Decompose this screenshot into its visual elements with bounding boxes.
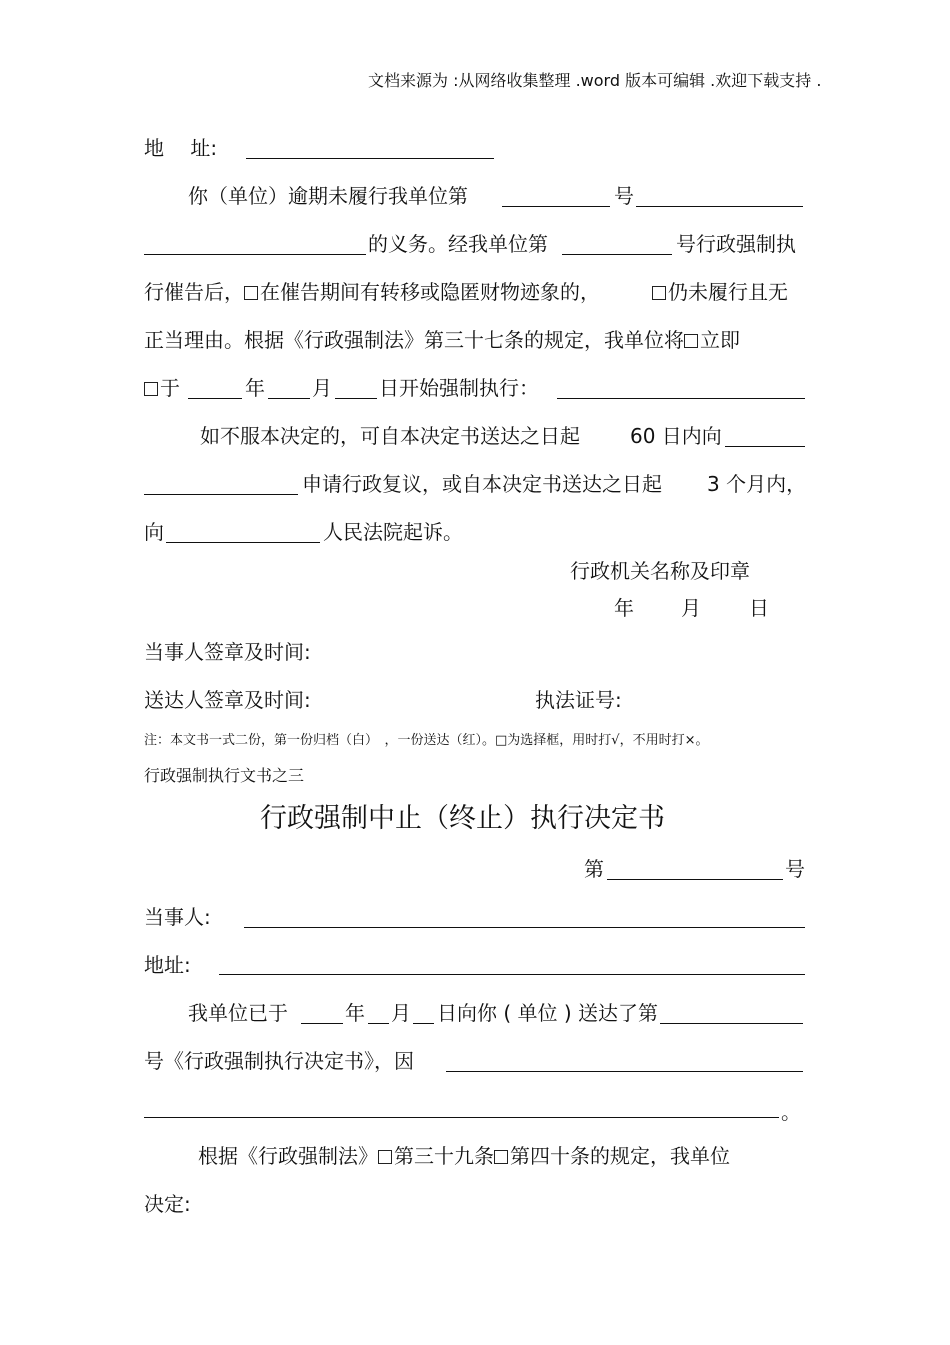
footnote: 注：本文书一式二份，第一份归档（白） ，一份送达（红）。□为选择框，用时打√，不用时打×。 bbox=[144, 733, 709, 748]
para1-text-m: 日开始强制执行： bbox=[379, 376, 539, 400]
review-agency-blank-a bbox=[725, 446, 805, 447]
s2-para2-line bbox=[198, 1144, 730, 1168]
para1-text-b: 号 bbox=[614, 184, 634, 208]
review-agency-blank-b bbox=[144, 494, 298, 495]
doc-no-suffix: 号 bbox=[785, 857, 805, 881]
address-blank-2 bbox=[219, 974, 805, 975]
cert-number-label: 执法证号: bbox=[535, 688, 622, 712]
para1-text-d: 号行政强制执 bbox=[676, 232, 796, 256]
para1-text-a: 你（单位）逾期未履行我单位第 bbox=[188, 184, 468, 208]
party-label: 当事人: bbox=[144, 905, 211, 929]
s2-year-blank bbox=[301, 1023, 343, 1024]
s2-para1-a: 我单位已于 bbox=[188, 1001, 288, 1025]
s2-day-blank bbox=[413, 1023, 434, 1024]
obligation-blank bbox=[144, 254, 366, 255]
para1-text-c: 的义务。经我单位第 bbox=[368, 232, 548, 256]
header-note: 文档来源为 :从网络收集整理 .word 版本可编辑 .欢迎下载支持 . bbox=[368, 71, 822, 90]
para1-line5a bbox=[144, 376, 180, 400]
s2-para1-e: 号《行政强制执行决定书》，因 bbox=[144, 1049, 414, 1073]
s2-para2-b: 第三十九条 bbox=[394, 1144, 494, 1168]
s2-para1-c: 月 bbox=[391, 1001, 411, 1025]
series-label: 行政强制执行文书之三 bbox=[144, 766, 305, 785]
para1-text-i: 立即 bbox=[700, 328, 740, 352]
para2-text-a: 如不服本决定的，可自本决定书送达之日起 bbox=[200, 424, 580, 448]
para2-text-f: 人民法院起诉。 bbox=[323, 520, 463, 544]
checkbox-not-performed[interactable] bbox=[652, 286, 666, 300]
para1-line3b bbox=[652, 280, 788, 304]
month-blank bbox=[268, 398, 310, 399]
para2-text-d: 3 个月内， bbox=[707, 472, 807, 496]
s2-decision-label: 决定: bbox=[144, 1192, 191, 1216]
para1-text-l: 月 bbox=[312, 376, 332, 400]
s2-para1-d: 日向你 ( 单位 ) 送达了第 bbox=[437, 1001, 659, 1025]
document-title: 行政强制中止（终止）执行决定书 bbox=[260, 803, 665, 834]
checkbox-immediately[interactable] bbox=[684, 334, 698, 348]
s2-doc-number-blank bbox=[660, 1023, 803, 1024]
enforcement-blank bbox=[557, 398, 805, 399]
para1-text-f: 在催告期间有转移或隐匿财物迹象的， bbox=[260, 280, 600, 304]
address-label-2: 地址: bbox=[144, 953, 191, 977]
doc-number-blank bbox=[502, 206, 610, 207]
para1-line3 bbox=[144, 280, 600, 304]
s2-month-blank bbox=[368, 1023, 389, 1024]
s2-para1-end: 。 bbox=[781, 1100, 801, 1124]
para1-text-h: 正当理由。根据《行政强制法》第三十七条的规定，我单位将 bbox=[144, 328, 684, 352]
para2-text-b: 60 日内向 bbox=[630, 424, 722, 448]
seal-label: 行政机关名称及印章 bbox=[570, 559, 750, 583]
server-sign-label: 送达人签章及时间: bbox=[144, 688, 311, 712]
court-blank bbox=[166, 542, 320, 543]
doc-no-blank bbox=[607, 879, 783, 880]
para1-text-e: 行催告后， bbox=[144, 280, 244, 304]
doc-no-prefix: 第 bbox=[584, 857, 604, 881]
address-blank bbox=[246, 158, 494, 159]
doc-name-blank bbox=[636, 206, 803, 207]
para1-line4 bbox=[144, 328, 740, 352]
para1-text-j: 于 bbox=[160, 376, 180, 400]
checkbox-article-40[interactable] bbox=[494, 1150, 508, 1164]
para1-text-k: 年 bbox=[245, 376, 265, 400]
party-blank bbox=[244, 927, 805, 928]
date-year: 年 bbox=[614, 596, 634, 620]
para2-text-c: 申请行政复议，或自本决定书送达之日起 bbox=[302, 472, 662, 496]
address-label: 地 址: bbox=[144, 136, 218, 160]
checkbox-transfer[interactable] bbox=[244, 286, 258, 300]
date-day: 日 bbox=[749, 596, 769, 620]
checkbox-article-39[interactable] bbox=[378, 1150, 392, 1164]
party-sign-label: 当事人签章及时间: bbox=[144, 640, 311, 664]
year-blank bbox=[188, 398, 242, 399]
s2-para2-a: 根据《行政强制法》 bbox=[198, 1144, 378, 1168]
notice-number-blank bbox=[562, 254, 672, 255]
s2-reason-blank-a bbox=[446, 1071, 803, 1072]
s2-reason-blank-b bbox=[144, 1117, 779, 1118]
para1-text-g: 仍未履行且无 bbox=[668, 280, 788, 304]
s2-para2-c: 第四十条的规定，我单位 bbox=[510, 1144, 730, 1168]
para2-text-e: 向 bbox=[144, 520, 164, 544]
day-blank bbox=[335, 398, 377, 399]
checkbox-on-date[interactable] bbox=[144, 382, 158, 396]
date-month: 月 bbox=[681, 596, 701, 620]
s2-para1-b: 年 bbox=[345, 1001, 365, 1025]
